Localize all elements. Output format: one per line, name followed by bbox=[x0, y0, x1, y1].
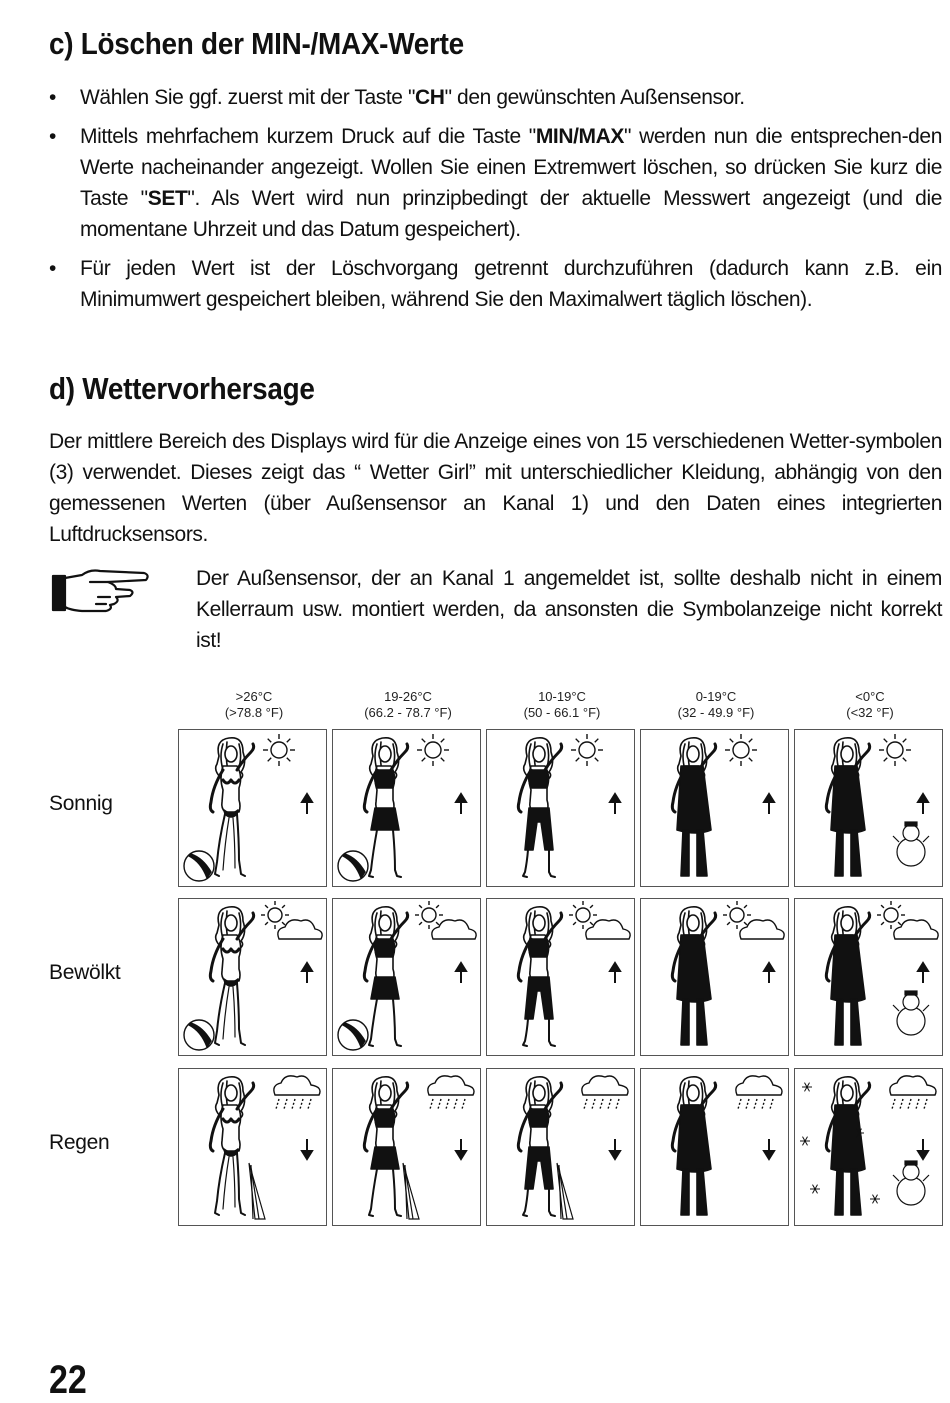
row-label: Sonnig bbox=[49, 792, 113, 815]
weather-girl-icon bbox=[179, 730, 326, 886]
weather-girl-icon bbox=[795, 1069, 942, 1225]
sun-icon bbox=[725, 734, 757, 766]
arrow-up-icon bbox=[764, 963, 774, 983]
section-d-title: d) Wettervorhersage bbox=[49, 371, 315, 406]
girl-figure-icon bbox=[210, 1077, 253, 1215]
arrow-up-icon bbox=[456, 794, 466, 814]
rain-cloud-icon bbox=[274, 1076, 320, 1109]
arrow-up-icon bbox=[302, 794, 312, 814]
temp-celsius: 0-19°C bbox=[695, 689, 737, 704]
snowman-icon bbox=[893, 822, 929, 866]
page-number: 22 bbox=[49, 1358, 87, 1402]
weather-girl-icon bbox=[179, 899, 326, 1055]
weather-symbol-cell bbox=[178, 729, 327, 887]
girl-figure-icon bbox=[672, 738, 715, 876]
sun-cloud-icon bbox=[569, 901, 630, 939]
weather-symbol-cell bbox=[640, 1068, 789, 1226]
arrow-up-icon bbox=[456, 963, 466, 983]
weather-girl-icon bbox=[333, 899, 480, 1055]
weather-symbol-cell bbox=[794, 898, 943, 1056]
arrow-down-icon bbox=[610, 1139, 620, 1159]
weather-girl-icon bbox=[333, 1069, 480, 1225]
section-c-title: c) Löschen der MIN-/MAX-Werte bbox=[49, 26, 464, 61]
girl-figure-icon bbox=[364, 907, 407, 1046]
row-label: Bewölkt bbox=[49, 961, 121, 984]
girl-figure-icon bbox=[364, 738, 407, 877]
beach-ball-icon bbox=[338, 851, 368, 881]
weather-symbol-cell bbox=[332, 898, 481, 1056]
sun-icon bbox=[879, 734, 911, 766]
arrow-up-icon bbox=[764, 794, 774, 814]
sun-icon bbox=[571, 734, 603, 766]
bullet-minmax-delete bbox=[49, 121, 942, 245]
girl-figure-icon bbox=[518, 1077, 561, 1216]
key-minmax: MIN/MAX bbox=[535, 125, 625, 148]
girl-figure-icon bbox=[364, 1077, 407, 1216]
umbrella-icon bbox=[557, 1163, 573, 1219]
arrow-up-icon bbox=[918, 963, 928, 983]
girl-figure-icon bbox=[518, 907, 561, 1046]
arrow-up-icon bbox=[918, 794, 928, 814]
snowman-icon bbox=[893, 1161, 929, 1205]
weather-symbol-cell bbox=[640, 729, 789, 887]
girl-figure-icon bbox=[826, 1077, 869, 1215]
column-header bbox=[178, 689, 330, 721]
weather-girl-icon bbox=[641, 1069, 788, 1225]
girl-figure-icon bbox=[518, 738, 561, 877]
section-d-paragraph: Der mittlere Bereich des Displays wird für die Anzeige eines von 15 verschiedenen Wetter-symbolen (3) verwendet. Dieses zeigt das “ Wetter Girl” mit unterschiedlicher Kleidung, abhängig von den gemessenen Werten (über Außensensor an Kanal 1) und den Daten eines integrierten Luftdrucksensors. bbox=[49, 430, 942, 546]
weather-symbol-cell bbox=[486, 1068, 635, 1226]
weather-symbol-cell bbox=[640, 898, 789, 1056]
weather-girl-icon bbox=[487, 899, 634, 1055]
key-set: SET bbox=[147, 187, 188, 210]
beach-ball-icon bbox=[184, 1020, 214, 1050]
sun-cloud-icon bbox=[261, 901, 322, 939]
section-d-note: Der Außensensor, der an Kanal 1 angemeldet ist, sollte deshalb nicht in einem Kellerraum usw. montiert werden, da ansonsten die Symbolanzeige nicht korrekt ist! bbox=[196, 567, 942, 652]
girl-figure-icon bbox=[826, 738, 869, 876]
arrow-up-icon bbox=[302, 963, 312, 983]
arrow-up-icon bbox=[610, 794, 620, 814]
temp-fahrenheit: (32 - 49.9 °F) bbox=[677, 705, 755, 720]
girl-figure-icon bbox=[210, 738, 253, 876]
arrow-down-icon bbox=[302, 1139, 312, 1159]
row-label: Regen bbox=[49, 1131, 110, 1154]
umbrella-icon bbox=[403, 1163, 419, 1219]
bullet-select-sensor bbox=[49, 82, 942, 113]
girl-figure-icon bbox=[210, 907, 253, 1045]
weather-girl-icon bbox=[333, 730, 480, 886]
girl-figure-icon bbox=[672, 1077, 715, 1215]
sun-icon bbox=[417, 734, 449, 766]
weather-girl-icon bbox=[179, 1069, 326, 1225]
weather-symbol-cell bbox=[332, 1068, 481, 1226]
section-c-bullet-list bbox=[49, 82, 942, 323]
weather-girl-icon bbox=[641, 730, 788, 886]
column-header bbox=[640, 689, 792, 721]
temp-fahrenheit: (>78.8 °F) bbox=[224, 705, 284, 720]
beach-ball-icon bbox=[338, 1020, 368, 1050]
bullet-text: " den gewünschten Außensensor. bbox=[444, 86, 745, 109]
arrow-down-icon bbox=[456, 1139, 466, 1159]
weather-symbol-cell bbox=[178, 1068, 327, 1226]
arrow-down-icon bbox=[764, 1139, 774, 1159]
weather-symbol-cell bbox=[178, 898, 327, 1056]
bullet-separate-delete bbox=[49, 253, 942, 315]
weather-symbol-cell bbox=[486, 729, 635, 887]
temp-celsius: <0°C bbox=[855, 689, 885, 704]
bullet-text: " werden nun die entsprechen-den Werte nacheinander angezeigt. Wollen Sie einen Extremwert löschen, so drücken Sie kurz die Taste " bbox=[80, 125, 942, 210]
key-ch: CH bbox=[415, 86, 445, 109]
weather-symbol-cell bbox=[486, 898, 635, 1056]
snowman-icon bbox=[893, 991, 929, 1035]
weather-symbol-cell bbox=[794, 1068, 943, 1226]
sun-cloud-icon bbox=[723, 901, 784, 939]
pointing-hand-icon bbox=[50, 563, 152, 619]
weather-girl-icon bbox=[487, 1069, 634, 1225]
rain-cloud-icon bbox=[582, 1076, 628, 1109]
bullet-text: Wählen Sie ggf. zuerst mit der Taste " bbox=[80, 86, 416, 109]
weather-girl-icon bbox=[487, 730, 634, 886]
column-header bbox=[332, 689, 484, 721]
rain-cloud-icon bbox=[428, 1076, 474, 1109]
temp-celsius: 10-19°C bbox=[538, 689, 586, 704]
weather-symbol-cell bbox=[794, 729, 943, 887]
weather-girl-icon bbox=[795, 730, 942, 886]
column-header bbox=[486, 689, 638, 721]
temp-fahrenheit: (<32 °F) bbox=[846, 705, 894, 720]
beach-ball-icon bbox=[184, 851, 214, 881]
umbrella-icon bbox=[249, 1163, 265, 1219]
bullet-text: Mittels mehrfachem kurzem Druck auf die Taste " bbox=[80, 125, 536, 148]
weather-girl-icon bbox=[795, 899, 942, 1055]
bullet-text: ". Als Wert wird nun prinzipbedingt der aktuelle Messwert angezeigt (und die momentane Uhrzeit und das Datum gespeichert). bbox=[80, 187, 942, 241]
temp-fahrenheit: (66.2 - 78.7 °F) bbox=[364, 705, 452, 720]
sun-icon bbox=[263, 734, 295, 766]
rain-cloud-icon bbox=[736, 1076, 782, 1109]
weather-girl-icon bbox=[641, 899, 788, 1055]
temp-celsius: 19-26°C bbox=[384, 689, 432, 704]
arrow-down-icon bbox=[918, 1139, 928, 1159]
temp-fahrenheit: (50 - 66.1 °F) bbox=[523, 705, 601, 720]
column-header bbox=[794, 689, 946, 721]
bullet-text: Für jeden Wert ist der Löschvorgang getrennt durchzuführen (dadurch kann z.B. ein Minimumwert gespeichert bleiben, während Sie den Maximalwert täglich löschen). bbox=[80, 257, 942, 311]
sun-cloud-icon bbox=[415, 901, 476, 939]
arrow-up-icon bbox=[610, 963, 620, 983]
girl-figure-icon bbox=[672, 907, 715, 1045]
rain-cloud-icon bbox=[890, 1076, 936, 1109]
girl-figure-icon bbox=[826, 907, 869, 1045]
temp-celsius: >26°C bbox=[235, 689, 273, 704]
sun-cloud-icon bbox=[877, 901, 938, 939]
weather-symbol-cell bbox=[332, 729, 481, 887]
